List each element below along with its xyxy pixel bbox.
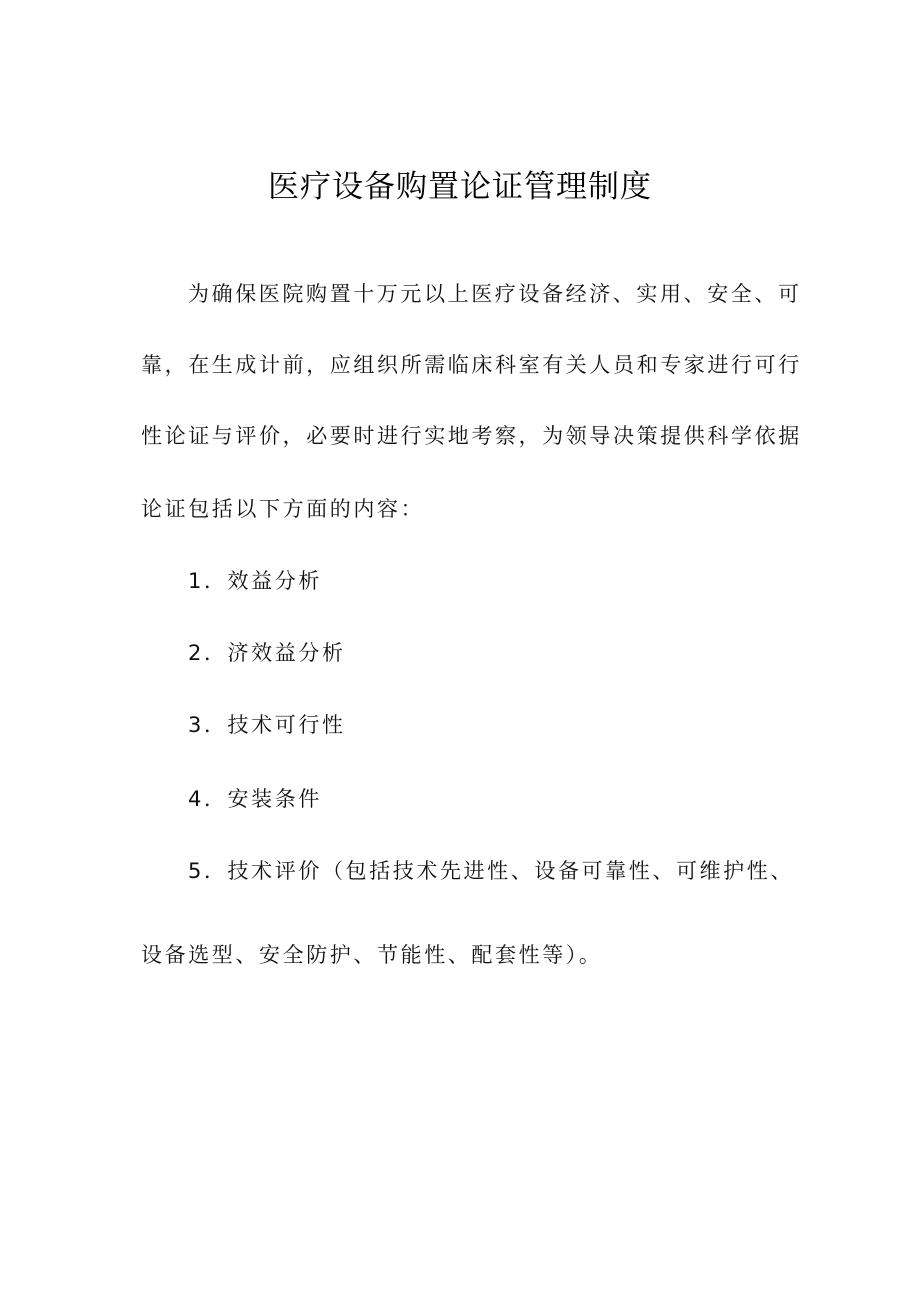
list-item-1: 1．效益分析	[188, 569, 322, 593]
list-item-3: 3．技术可行性	[188, 713, 346, 737]
paragraph-line-1: 为确保医院购置十万元以上医疗设备经济、实用、安全、可	[188, 282, 802, 306]
paragraph-line-2: 靠，在生成计前，应组织所需临床科室有关人员和专家进行可行	[141, 353, 802, 377]
list-item-5: 5．技术评价（包括技术先进性、设备可靠性、可维护性、	[188, 859, 794, 883]
list-item-5-continuation: 设备选型、安全防护、节能性、配套性等）。	[141, 943, 603, 967]
paragraph-line-4: 论证包括以下方面的内容：	[141, 497, 425, 521]
list-item-2: 2．济效益分析	[188, 641, 346, 665]
paragraph-line-3: 性论证与评价，必要时进行实地考察，为领导决策提供科学依据	[141, 424, 802, 448]
list-item-4: 4．安装条件	[188, 787, 322, 811]
document-title: 医疗设备购置论证管理制度	[268, 169, 652, 205]
